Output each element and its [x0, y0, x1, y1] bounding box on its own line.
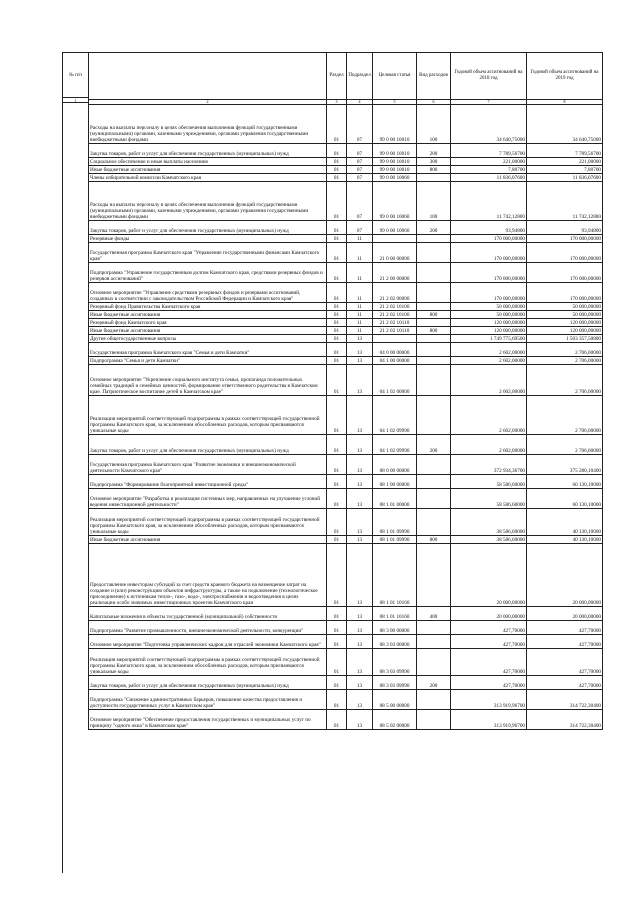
- row-target-article: 21 2 00 00000: [373, 263, 417, 283]
- row-expense-type: 100: [417, 182, 451, 221]
- table-row: [89, 105, 603, 144]
- row-amount-2018: 20 000,00000: [451, 607, 527, 621]
- row-amount-2018: 50 000,00000: [451, 311, 527, 319]
- budget-table: [88, 52, 603, 730]
- row-razdel: 01: [327, 365, 347, 396]
- row-amount-2019: 120 000,00000: [527, 319, 603, 327]
- row-razdel: 01: [327, 635, 347, 649]
- column-number-4: 4: [347, 100, 373, 105]
- row-amount-2018: 427,70000: [451, 635, 527, 649]
- column-number-8: 8: [527, 100, 603, 105]
- row-name: Закупка товаров, работ и услуг для обеспечения государственных (муниципальных) нужд: [89, 676, 327, 690]
- row-razdel: 01: [327, 509, 347, 536]
- row-target-article: [373, 335, 417, 343]
- row-amount-2019: 427,70000: [527, 676, 603, 690]
- row-expense-type: [417, 283, 451, 303]
- row-amount-2018: 372 934,36700: [451, 455, 527, 475]
- row-expense-type: [417, 396, 451, 435]
- row-amount-2018: 120 000,00000: [451, 327, 527, 335]
- table-row: [89, 221, 603, 235]
- table-row: [89, 489, 603, 509]
- row-amount-2019: 20 000,00000: [527, 544, 603, 607]
- row-name: Другие общегосударственные вопросы: [89, 335, 327, 343]
- row-name: Государственная программа Камчатского края "Управление государственными финансами Камчатского края": [89, 243, 327, 263]
- table-row: [89, 303, 603, 311]
- row-podrazdel: 13: [347, 544, 373, 607]
- row-target-article: 99 0 00 10060: [373, 182, 417, 221]
- table-row: [89, 710, 603, 730]
- row-razdel: 01: [327, 158, 347, 166]
- row-podrazdel: 13: [347, 710, 373, 730]
- row-target-article: 08 3 00 00000: [373, 621, 417, 635]
- row-amount-2018: 93,94800: [451, 221, 527, 235]
- row-target-article: 04 1 02 00000: [373, 365, 417, 396]
- row-razdel: 01: [327, 676, 347, 690]
- row-target-article: 04 1 02 09990: [373, 396, 417, 435]
- row-amount-2019: 170 000,00000: [527, 243, 603, 263]
- row-name: Иные бюджетные ассигнования: [89, 536, 327, 544]
- row-razdel: 01: [327, 489, 347, 509]
- row-amount-2019: 40 130,10000: [527, 509, 603, 536]
- row-razdel: 01: [327, 311, 347, 319]
- row-target-article: 08 0 00 00000: [373, 455, 417, 475]
- row-expense-type: [417, 243, 451, 263]
- row-amount-2018: 427,70000: [451, 621, 527, 635]
- row-amount-2019: 50 000,00000: [527, 303, 603, 311]
- row-razdel: 01: [327, 182, 347, 221]
- row-expense-type: 200: [417, 435, 451, 455]
- row-razdel: 01: [327, 544, 347, 607]
- row-amount-2019: 314 722,30400: [527, 710, 603, 730]
- row-razdel: 01: [327, 263, 347, 283]
- row-podrazdel: 11: [347, 243, 373, 263]
- table-header-row: [89, 53, 603, 100]
- table-row: [89, 166, 603, 174]
- row-razdel: 01: [327, 303, 347, 311]
- row-expense-type: 200: [417, 144, 451, 158]
- row-razdel: 01: [327, 649, 347, 676]
- table-row: [89, 396, 603, 435]
- row-razdel: 01: [327, 243, 347, 263]
- row-amount-2019: 7 789,56700: [527, 144, 603, 158]
- row-podrazdel: 11: [347, 311, 373, 319]
- table-row: [89, 174, 603, 182]
- row-razdel: 01: [327, 335, 347, 343]
- row-razdel: 01: [327, 710, 347, 730]
- table-row: [89, 263, 603, 283]
- row-name: Расходы на выплаты персоналу в целях обеспечения выполнения функций государственными (муниципальными) органами, казенными учреждениями, органами управления государственными внебюджетными фондами: [89, 182, 327, 221]
- row-amount-2019: 2 706,00000: [527, 365, 603, 396]
- row-name: Иные бюджетные ассигнования: [89, 327, 327, 335]
- row-name: Реализация мероприятий соответствующей подпрограммы в рамках соответствующей государственной программы Камчатского края, за исключением обособленных расходов, которым присваиваются уникальные коды: [89, 396, 327, 435]
- row-amount-2018: 221,00000: [451, 158, 527, 166]
- row-amount-2019: 60 130,10000: [527, 475, 603, 489]
- row-podrazdel: 13: [347, 475, 373, 489]
- row-target-article: 99 0 00 10010: [373, 144, 417, 158]
- row-amount-2018: 58 586,60000: [451, 475, 527, 489]
- row-razdel: 01: [327, 319, 347, 327]
- row-amount-2018: 11 742,12800: [451, 182, 527, 221]
- row-amount-2018: 1 749 775,69500: [451, 335, 527, 343]
- row-name: Капитальные вложения в объекты государственной (муниципальной) собственности: [89, 607, 327, 621]
- table-row: [89, 335, 603, 343]
- row-amount-2018: 2 602,00000: [451, 357, 527, 365]
- row-podrazdel: 11: [347, 319, 373, 327]
- left-border: [62, 103, 63, 873]
- row-target-article: 21 2 02 10100: [373, 311, 417, 319]
- row-expense-type: 800: [417, 536, 451, 544]
- row-podrazdel: 11: [347, 235, 373, 243]
- row-amount-2018: 427,70000: [451, 649, 527, 676]
- row-podrazdel: 07: [347, 105, 373, 144]
- row-amount-2018: 11 836,07600: [451, 174, 527, 182]
- row-target-article: 08 1 01 10160: [373, 544, 417, 607]
- table-row: [89, 343, 603, 357]
- row-expense-type: 800: [417, 327, 451, 335]
- row-target-article: 08 5 02 00000: [373, 710, 417, 730]
- row-amount-2018: 120 000,00000: [451, 319, 527, 327]
- row-podrazdel: 13: [347, 635, 373, 649]
- row-expense-type: [417, 649, 451, 676]
- row-name: Государственная программа Камчатского края "Развитие экономики и внешнеэкономической деятельности Камчатского края": [89, 455, 327, 475]
- row-amount-2018: 7,80700: [451, 166, 527, 174]
- row-expense-type: 200: [417, 221, 451, 235]
- row-razdel: 01: [327, 343, 347, 357]
- table-row: [89, 509, 603, 536]
- row-razdel: 01: [327, 105, 347, 144]
- row-target-article: 99 0 00 10010: [373, 158, 417, 166]
- row-expense-type: 800: [417, 311, 451, 319]
- row-target-article: 99 0 00 10060: [373, 174, 417, 182]
- row-name: Предоставление инвесторам субсидий за счет средств краевого бюджета на возмещение затрат на создание и (или) реконструкцию объектов инфраструктуры, а также на подключение (технологическое присоединение) к источникам тепло-, газо-, водо-, электроснабжения и водоотведения в целях реализации особо значимых инвестиционных проектов Камчатского края: [89, 544, 327, 607]
- row-target-article: 08 1 01 09990: [373, 536, 417, 544]
- row-name: Социальное обеспечение и иные выплаты населению: [89, 158, 327, 166]
- row-target-article: 21 0 00 00000: [373, 243, 417, 263]
- row-amount-2018: 2 602,00000: [451, 396, 527, 435]
- row-podrazdel: 13: [347, 357, 373, 365]
- row-amount-2019: 2 706,00000: [527, 396, 603, 435]
- row-amount-2019: 34 640,75000: [527, 105, 603, 144]
- column-number-1: 1: [62, 98, 88, 103]
- row-target-article: 08 1 01 10160: [373, 607, 417, 621]
- row-podrazdel: 07: [347, 158, 373, 166]
- table-row: [89, 649, 603, 676]
- row-razdel: 01: [327, 536, 347, 544]
- row-expense-type: [417, 365, 451, 396]
- row-amount-2018: 2 602,00000: [451, 435, 527, 455]
- table-row: [89, 311, 603, 319]
- row-razdel: 01: [327, 235, 347, 243]
- row-podrazdel: 07: [347, 166, 373, 174]
- table-row: [89, 455, 603, 475]
- row-podrazdel: 13: [347, 649, 373, 676]
- row-expense-type: 300: [417, 158, 451, 166]
- row-razdel: 01: [327, 690, 347, 710]
- row-name: Основное мероприятие "Разработка и реализация системных мер, направленных на улучшение условий ведения инвестиционной деятельности": [89, 489, 327, 509]
- row-podrazdel: 07: [347, 144, 373, 158]
- row-amount-2019: 427,70000: [527, 621, 603, 635]
- row-amount-2019: 1 503 357,50800: [527, 335, 603, 343]
- row-amount-2018: 58 586,60000: [451, 489, 527, 509]
- row-amount-2019: 427,70000: [527, 635, 603, 649]
- row-amount-2018: 313 919,96700: [451, 710, 527, 730]
- row-name: Резервный фонд Камчатского края: [89, 319, 327, 327]
- table-row: [89, 690, 603, 710]
- row-podrazdel: 07: [347, 221, 373, 235]
- row-target-article: 08 3 03 09990: [373, 649, 417, 676]
- row-podrazdel: 07: [347, 182, 373, 221]
- row-podrazdel: 07: [347, 174, 373, 182]
- row-name: Реализация мероприятий соответствующей подпрограммы в рамках соответствующей государственной программы Камчатского края, за исключением обособленных расходов, которым присваиваются уникальные коды: [89, 509, 327, 536]
- table-row: [89, 536, 603, 544]
- table-row: [89, 357, 603, 365]
- row-amount-2018: 2 602,00000: [451, 343, 527, 357]
- row-razdel: 01: [327, 144, 347, 158]
- row-name: Резервный фонд Правительства Камчатского края: [89, 303, 327, 311]
- row-target-article: 04 1 00 00000: [373, 357, 417, 365]
- row-amount-2019: 11 742,12800: [527, 182, 603, 221]
- row-amount-2019: 170 000,00000: [527, 283, 603, 303]
- table-row: [89, 319, 603, 327]
- row-amount-2018: 50 000,00000: [451, 303, 527, 311]
- row-expense-type: 200: [417, 676, 451, 690]
- row-amount-2018: 170 000,00000: [451, 283, 527, 303]
- table-row: [89, 182, 603, 221]
- row-amount-2019: 2 706,00000: [527, 435, 603, 455]
- row-amount-2018: 34 640,75000: [451, 105, 527, 144]
- row-razdel: 01: [327, 327, 347, 335]
- row-amount-2018: 7 789,56700: [451, 144, 527, 158]
- row-expense-type: [417, 509, 451, 536]
- row-amount-2018: 170 000,00000: [451, 243, 527, 263]
- row-podrazdel: 11: [347, 263, 373, 283]
- column-number-3: 3: [327, 100, 347, 105]
- row-expense-type: [417, 475, 451, 489]
- row-razdel: 01: [327, 166, 347, 174]
- row-expense-type: [417, 690, 451, 710]
- column-header-name: [89, 53, 327, 100]
- row-name: Основное мероприятие "Укрепление социального института семьи, пропаганда положительных семейных традиций и семейных ценностей, формирование ответственного родительства в Камчатском крае. Патриотическое воспитание детей в Камчатском крае": [89, 365, 327, 396]
- row-name: Основное мероприятие "Управление средствами резервных фондов и резервами ассигнований, созданных в соответствии с законодательством Российской Федерации и Камчатского края": [89, 283, 327, 303]
- row-podrazdel: 13: [347, 435, 373, 455]
- row-name: Иные бюджетные ассигнования: [89, 166, 327, 174]
- column-number-6: 6: [417, 100, 451, 105]
- column-number-5: 5: [373, 100, 417, 105]
- row-amount-2019: 7,80700: [527, 166, 603, 174]
- row-expense-type: [417, 357, 451, 365]
- row-razdel: 01: [327, 621, 347, 635]
- row-name: Подпрограмма "Развитие промышленности, внешнеэкономической деятельности, конкуренции": [89, 621, 327, 635]
- row-name: Основное мероприятие "Подготовка управленческих кадров для отраслей экономики Камчатского края": [89, 635, 327, 649]
- table-row: [89, 621, 603, 635]
- row-expense-type: [417, 621, 451, 635]
- row-amount-2019: 93,94800: [527, 221, 603, 235]
- row-amount-2019: 221,00000: [527, 158, 603, 166]
- row-razdel: 01: [327, 221, 347, 235]
- table-row: [89, 235, 603, 243]
- row-expense-type: [417, 263, 451, 283]
- row-expense-type: [417, 489, 451, 509]
- row-name: Иные бюджетные ассигнования: [89, 311, 327, 319]
- row-name: Закупка товаров, работ и услуг для обеспечения государственных (муниципальных) нужд: [89, 221, 327, 235]
- row-amount-2018: 313 919,96700: [451, 690, 527, 710]
- table-row: [89, 365, 603, 396]
- row-podrazdel: 13: [347, 509, 373, 536]
- table-row: [89, 635, 603, 649]
- row-name: Подпрограмма "Снижение административных барьеров, повышение качества предоставления и доступности государственных услуг в Камчатском крае": [89, 690, 327, 710]
- column-header-expense-type: Вид расходов: [417, 53, 451, 100]
- row-target-article: 21 2 02 10110: [373, 327, 417, 335]
- row-target-article: 08 3 03 00000: [373, 635, 417, 649]
- row-amount-2019: 314 722,30400: [527, 690, 603, 710]
- table-row: [89, 283, 603, 303]
- row-razdel: 01: [327, 174, 347, 182]
- row-expense-type: [417, 544, 451, 607]
- row-expense-type: [417, 335, 451, 343]
- row-target-article: 21 2 02 00000: [373, 283, 417, 303]
- row-amount-2019: 170 000,00000: [527, 235, 603, 243]
- row-name: Подпрограмма "Формирование благоприятной инвестиционной среды": [89, 475, 327, 489]
- row-expense-type: [417, 635, 451, 649]
- row-podrazdel: 13: [347, 676, 373, 690]
- column-number-7: 7: [451, 100, 527, 105]
- row-amount-2019: 120 000,00000: [527, 327, 603, 335]
- row-target-article: 04 0 00 00000: [373, 343, 417, 357]
- row-expense-type: [417, 235, 451, 243]
- row-razdel: 01: [327, 357, 347, 365]
- row-target-article: 08 1 01 09990: [373, 509, 417, 536]
- row-razdel: 01: [327, 475, 347, 489]
- row-podrazdel: 11: [347, 327, 373, 335]
- row-target-article: 04 1 02 09990: [373, 435, 417, 455]
- row-podrazdel: 11: [347, 283, 373, 303]
- row-podrazdel: 13: [347, 690, 373, 710]
- column-header-2018: Годовой объем ассигнований на 2018 год: [451, 53, 527, 100]
- row-amount-2018: 170 000,00000: [451, 235, 527, 243]
- table-row: [89, 327, 603, 335]
- table-row: [89, 607, 603, 621]
- row-expense-type: [417, 319, 451, 327]
- row-name: Закупка товаров, работ и услуг для обеспечения государственных (муниципальных) нужд: [89, 144, 327, 158]
- row-target-article: 21 2 02 10110: [373, 319, 417, 327]
- row-name: Расходы на выплаты персоналу в целях обеспечения выполнения функций государственными (муниципальными) органами, казенными учреждениями, органами управления государственными внебюджетными фондами: [89, 105, 327, 144]
- row-target-article: 99 0 00 10060: [373, 221, 417, 235]
- row-amount-2018: 2 602,00000: [451, 365, 527, 396]
- row-podrazdel: 13: [347, 489, 373, 509]
- row-expense-type: [417, 174, 451, 182]
- row-expense-type: [417, 343, 451, 357]
- row-amount-2018: 38 586,60000: [451, 509, 527, 536]
- row-podrazdel: 13: [347, 396, 373, 435]
- row-target-article: 08 1 01 00000: [373, 489, 417, 509]
- row-podrazdel: 13: [347, 455, 373, 475]
- row-target-article: 99 0 00 10010: [373, 166, 417, 174]
- table-row: [89, 243, 603, 263]
- table-row: [89, 475, 603, 489]
- row-razdel: 01: [327, 455, 347, 475]
- row-name: Резервные фонды: [89, 235, 327, 243]
- row-expense-type: [417, 710, 451, 730]
- row-name: Реализация мероприятий соответствующей подпрограммы в рамках соответствующей государственной программы Камчатского края, за исключением обособленных расходов, которым присваиваются уникальные коды: [89, 649, 327, 676]
- row-razdel: 01: [327, 396, 347, 435]
- row-target-article: 08 5 00 00000: [373, 690, 417, 710]
- row-amount-2019: 375 280,10400: [527, 455, 603, 475]
- table-row: [89, 544, 603, 607]
- row-amount-2018: 170 000,00000: [451, 263, 527, 283]
- row-amount-2019: 20 000,00000: [527, 607, 603, 621]
- column-number-2: 2: [89, 100, 327, 105]
- row-podrazdel: 13: [347, 621, 373, 635]
- row-razdel: 01: [327, 283, 347, 303]
- row-amount-2019: 427,70000: [527, 649, 603, 676]
- row-name: Члены избирательной комиссии Камчатского края: [89, 174, 327, 182]
- row-amount-2018: 20 000,00000: [451, 544, 527, 607]
- row-amount-2019: 2 706,00000: [527, 357, 603, 365]
- row-expense-type: 800: [417, 166, 451, 174]
- table-row: [89, 435, 603, 455]
- row-expense-type: 400: [417, 607, 451, 621]
- row-amount-2019: 50 000,00000: [527, 311, 603, 319]
- row-amount-2019: 11 836,07600: [527, 174, 603, 182]
- column-header-2019: Годовой объем ассигнований на 2019 год: [527, 53, 603, 100]
- row-podrazdel: 11: [347, 303, 373, 311]
- row-target-article: 21 2 02 10100: [373, 303, 417, 311]
- row-amount-2019: 40 130,10000: [527, 536, 603, 544]
- row-target-article: [373, 235, 417, 243]
- row-name: Государственная программа Камчатского края "Семья и дети Камчатки": [89, 343, 327, 357]
- row-amount-2019: 60 130,10000: [527, 489, 603, 509]
- row-podrazdel: 13: [347, 607, 373, 621]
- column-header-razdel: Раздел: [327, 53, 347, 100]
- row-amount-2018: 427,70000: [451, 676, 527, 690]
- column-header-number: № п/п: [62, 52, 88, 98]
- row-podrazdel: 13: [347, 335, 373, 343]
- row-name: Закупка товаров, работ и услуг для обеспечения государственных (муниципальных) нужд: [89, 435, 327, 455]
- row-amount-2019: 2 706,00000: [527, 343, 603, 357]
- row-expense-type: 100: [417, 105, 451, 144]
- row-target-article: 99 0 00 10010: [373, 105, 417, 144]
- row-razdel: 01: [327, 435, 347, 455]
- row-target-article: 08 3 03 09990: [373, 676, 417, 690]
- table-row: [89, 158, 603, 166]
- row-target-article: 08 1 00 00000: [373, 475, 417, 489]
- row-amount-2018: 38 586,60000: [451, 536, 527, 544]
- row-expense-type: [417, 303, 451, 311]
- row-podrazdel: 13: [347, 343, 373, 357]
- row-name: Подпрограмма "Управление государственным долгом Камчатского края, средствами резервных фондов и резервов ассигнований": [89, 263, 327, 283]
- table-row: [89, 144, 603, 158]
- row-amount-2019: 170 000,00000: [527, 263, 603, 283]
- column-header-target-article: Целевая статья: [373, 53, 417, 100]
- row-razdel: 01: [327, 607, 347, 621]
- budget-page: [88, 52, 602, 730]
- column-header-podrazdel: Подраздел: [347, 53, 373, 100]
- row-name: Подпрограмма "Семья и дети Камчатки": [89, 357, 327, 365]
- row-name: Основное мероприятие "Обеспечение предоставления государственных и муниципальных услуг по принципу "одного окна" в Камчатском крае": [89, 710, 327, 730]
- row-expense-type: [417, 455, 451, 475]
- row-podrazdel: 13: [347, 536, 373, 544]
- table-row: [89, 676, 603, 690]
- row-podrazdel: 13: [347, 365, 373, 396]
